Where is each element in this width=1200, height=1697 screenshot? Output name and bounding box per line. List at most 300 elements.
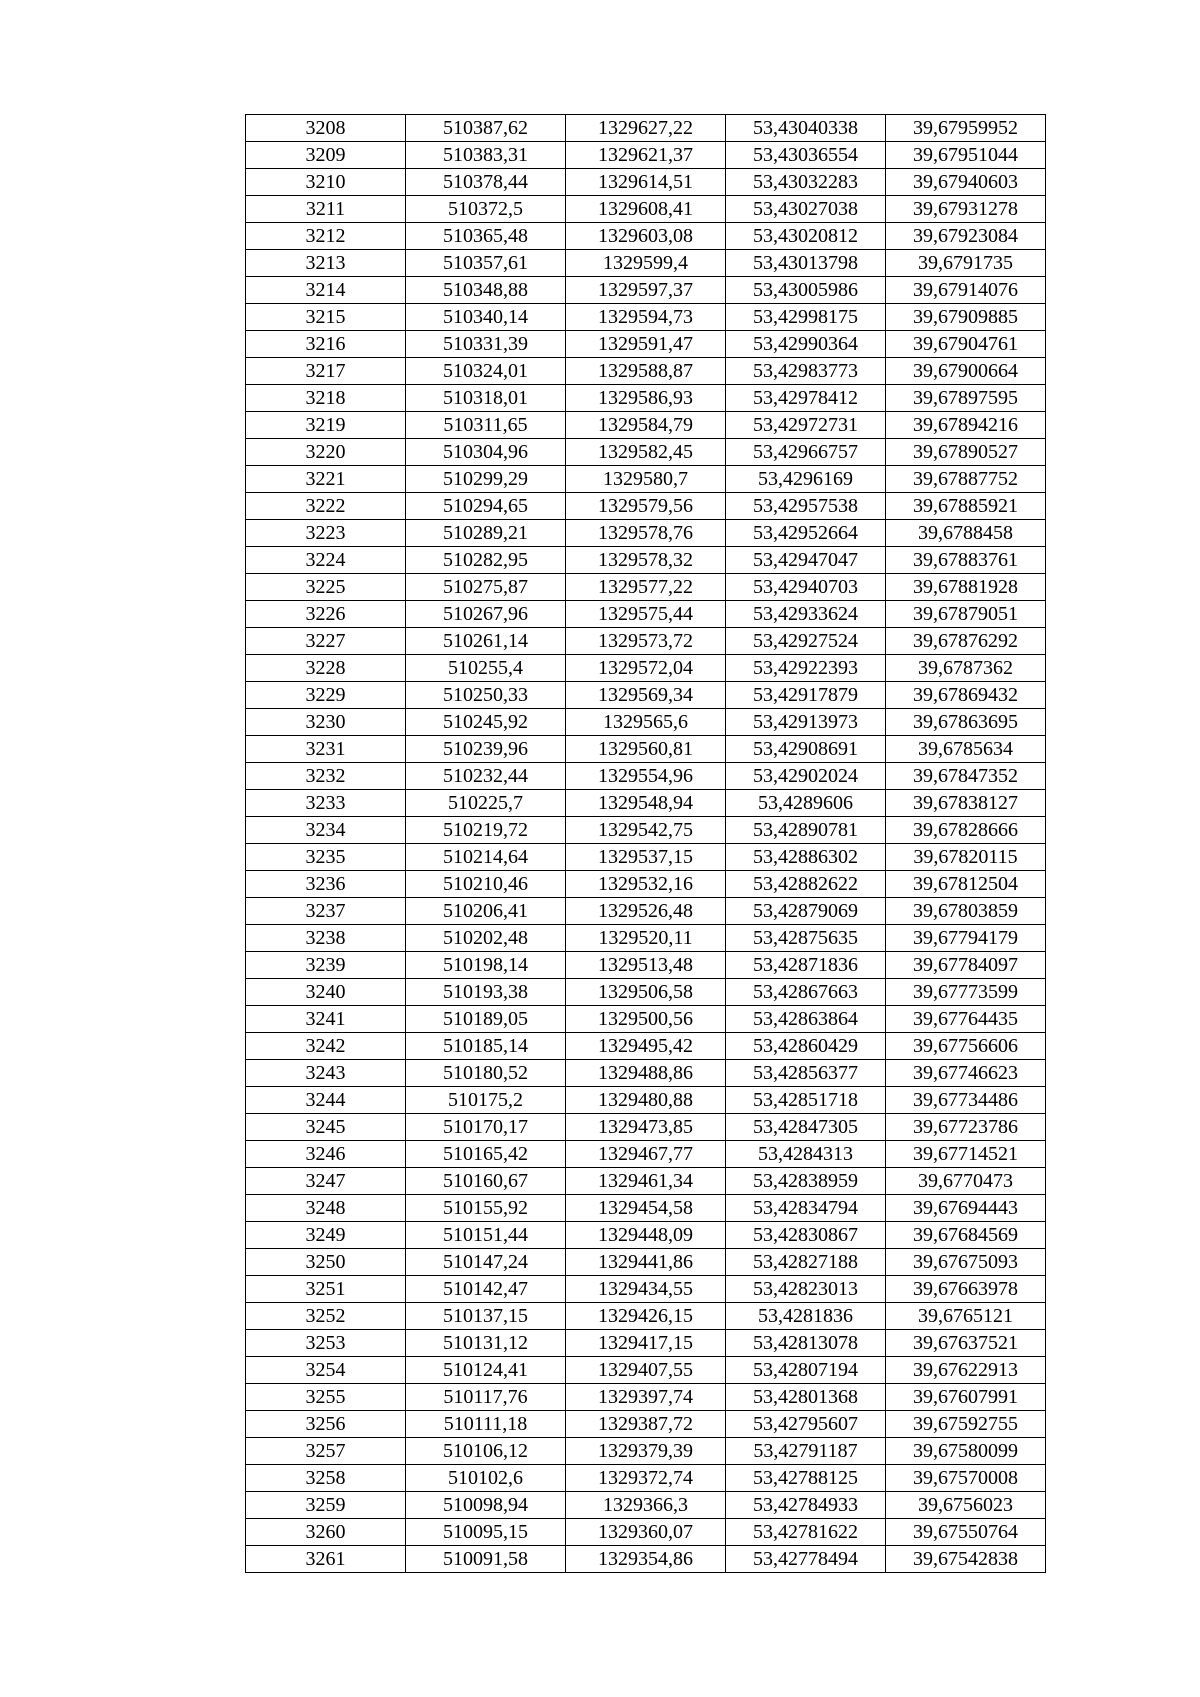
table-row bbox=[246, 817, 1046, 844]
latitude-cell: 53,42922393 bbox=[726, 655, 886, 682]
table-row bbox=[246, 250, 1046, 277]
y-coordinate-cell: 1329467,77 bbox=[566, 1141, 726, 1168]
longitude-cell: 39,67637521 bbox=[886, 1330, 1046, 1357]
longitude-cell: 39,67828666 bbox=[886, 817, 1046, 844]
latitude-cell: 53,42940703 bbox=[726, 574, 886, 601]
longitude-cell: 39,6785634 bbox=[886, 736, 1046, 763]
longitude-cell: 39,67959952 bbox=[886, 115, 1046, 142]
point-number-cell: 3215 bbox=[246, 304, 406, 331]
x-coordinate-cell: 510206,41 bbox=[406, 898, 566, 925]
x-coordinate-cell: 510378,44 bbox=[406, 169, 566, 196]
y-coordinate-cell: 1329520,11 bbox=[566, 925, 726, 952]
longitude-cell: 39,67914076 bbox=[886, 277, 1046, 304]
table-row bbox=[246, 277, 1046, 304]
y-coordinate-cell: 1329473,85 bbox=[566, 1114, 726, 1141]
x-coordinate-cell: 510170,17 bbox=[406, 1114, 566, 1141]
latitude-cell: 53,42983773 bbox=[726, 358, 886, 385]
x-coordinate-cell: 510250,33 bbox=[406, 682, 566, 709]
latitude-cell: 53,42886302 bbox=[726, 844, 886, 871]
x-coordinate-cell: 510137,15 bbox=[406, 1303, 566, 1330]
point-number-cell: 3234 bbox=[246, 817, 406, 844]
longitude-cell: 39,67931278 bbox=[886, 196, 1046, 223]
x-coordinate-cell: 510219,72 bbox=[406, 817, 566, 844]
latitude-cell: 53,43036554 bbox=[726, 142, 886, 169]
x-coordinate-cell: 510372,5 bbox=[406, 196, 566, 223]
x-coordinate-cell: 510198,14 bbox=[406, 952, 566, 979]
table-row bbox=[246, 304, 1046, 331]
point-number-cell: 3238 bbox=[246, 925, 406, 952]
y-coordinate-cell: 1329488,86 bbox=[566, 1060, 726, 1087]
point-number-cell: 3241 bbox=[246, 1006, 406, 1033]
x-coordinate-cell: 510311,65 bbox=[406, 412, 566, 439]
x-coordinate-cell: 510098,94 bbox=[406, 1492, 566, 1519]
longitude-cell: 39,67820115 bbox=[886, 844, 1046, 871]
latitude-cell: 53,42860429 bbox=[726, 1033, 886, 1060]
point-number-cell: 3214 bbox=[246, 277, 406, 304]
x-coordinate-cell: 510275,87 bbox=[406, 574, 566, 601]
point-number-cell: 3209 bbox=[246, 142, 406, 169]
point-number-cell: 3220 bbox=[246, 439, 406, 466]
y-coordinate-cell: 1329573,72 bbox=[566, 628, 726, 655]
y-coordinate-cell: 1329578,76 bbox=[566, 520, 726, 547]
longitude-cell: 39,67847352 bbox=[886, 763, 1046, 790]
x-coordinate-cell: 510131,12 bbox=[406, 1330, 566, 1357]
longitude-cell: 39,67881928 bbox=[886, 574, 1046, 601]
y-coordinate-cell: 1329588,87 bbox=[566, 358, 726, 385]
longitude-cell: 39,67951044 bbox=[886, 142, 1046, 169]
longitude-cell: 39,67838127 bbox=[886, 790, 1046, 817]
latitude-cell: 53,43032283 bbox=[726, 169, 886, 196]
longitude-cell: 39,67803859 bbox=[886, 898, 1046, 925]
y-coordinate-cell: 1329627,22 bbox=[566, 115, 726, 142]
y-coordinate-cell: 1329397,74 bbox=[566, 1384, 726, 1411]
table-row bbox=[246, 1141, 1046, 1168]
x-coordinate-cell: 510124,41 bbox=[406, 1357, 566, 1384]
latitude-cell: 53,42908691 bbox=[726, 736, 886, 763]
point-number-cell: 3226 bbox=[246, 601, 406, 628]
y-coordinate-cell: 1329387,72 bbox=[566, 1411, 726, 1438]
table-row bbox=[246, 1465, 1046, 1492]
point-number-cell: 3249 bbox=[246, 1222, 406, 1249]
x-coordinate-cell: 510117,76 bbox=[406, 1384, 566, 1411]
latitude-cell: 53,42827188 bbox=[726, 1249, 886, 1276]
longitude-cell: 39,6787362 bbox=[886, 655, 1046, 682]
table-row bbox=[246, 115, 1046, 142]
point-number-cell: 3258 bbox=[246, 1465, 406, 1492]
point-number-cell: 3231 bbox=[246, 736, 406, 763]
longitude-cell: 39,67784097 bbox=[886, 952, 1046, 979]
latitude-cell: 53,4281836 bbox=[726, 1303, 886, 1330]
y-coordinate-cell: 1329461,34 bbox=[566, 1168, 726, 1195]
point-number-cell: 3256 bbox=[246, 1411, 406, 1438]
y-coordinate-cell: 1329379,39 bbox=[566, 1438, 726, 1465]
latitude-cell: 53,42863864 bbox=[726, 1006, 886, 1033]
longitude-cell: 39,6788458 bbox=[886, 520, 1046, 547]
point-number-cell: 3254 bbox=[246, 1357, 406, 1384]
x-coordinate-cell: 510232,44 bbox=[406, 763, 566, 790]
point-number-cell: 3229 bbox=[246, 682, 406, 709]
x-coordinate-cell: 510245,92 bbox=[406, 709, 566, 736]
coordinates-table-body bbox=[246, 115, 1046, 1573]
table-row bbox=[246, 142, 1046, 169]
table-row bbox=[246, 574, 1046, 601]
point-number-cell: 3230 bbox=[246, 709, 406, 736]
x-coordinate-cell: 510193,38 bbox=[406, 979, 566, 1006]
latitude-cell: 53,42972731 bbox=[726, 412, 886, 439]
y-coordinate-cell: 1329537,15 bbox=[566, 844, 726, 871]
table-row bbox=[246, 1411, 1046, 1438]
table-row bbox=[246, 763, 1046, 790]
longitude-cell: 39,67876292 bbox=[886, 628, 1046, 655]
x-coordinate-cell: 510155,92 bbox=[406, 1195, 566, 1222]
longitude-cell: 39,67622913 bbox=[886, 1357, 1046, 1384]
point-number-cell: 3245 bbox=[246, 1114, 406, 1141]
table-row bbox=[246, 1519, 1046, 1546]
table-row bbox=[246, 1006, 1046, 1033]
table-row bbox=[246, 385, 1046, 412]
point-number-cell: 3235 bbox=[246, 844, 406, 871]
point-number-cell: 3221 bbox=[246, 466, 406, 493]
y-coordinate-cell: 1329366,3 bbox=[566, 1492, 726, 1519]
longitude-cell: 39,6770473 bbox=[886, 1168, 1046, 1195]
point-number-cell: 3253 bbox=[246, 1330, 406, 1357]
y-coordinate-cell: 1329526,48 bbox=[566, 898, 726, 925]
y-coordinate-cell: 1329554,96 bbox=[566, 763, 726, 790]
longitude-cell: 39,67894216 bbox=[886, 412, 1046, 439]
point-number-cell: 3248 bbox=[246, 1195, 406, 1222]
point-number-cell: 3219 bbox=[246, 412, 406, 439]
latitude-cell: 53,42784933 bbox=[726, 1492, 886, 1519]
x-coordinate-cell: 510095,15 bbox=[406, 1519, 566, 1546]
y-coordinate-cell: 1329372,74 bbox=[566, 1465, 726, 1492]
x-coordinate-cell: 510111,18 bbox=[406, 1411, 566, 1438]
latitude-cell: 53,4289606 bbox=[726, 790, 886, 817]
table-row bbox=[246, 952, 1046, 979]
longitude-cell: 39,67773599 bbox=[886, 979, 1046, 1006]
table-row bbox=[246, 1222, 1046, 1249]
longitude-cell: 39,67909885 bbox=[886, 304, 1046, 331]
point-number-cell: 3218 bbox=[246, 385, 406, 412]
longitude-cell: 39,67883761 bbox=[886, 547, 1046, 574]
y-coordinate-cell: 1329500,56 bbox=[566, 1006, 726, 1033]
y-coordinate-cell: 1329426,15 bbox=[566, 1303, 726, 1330]
table-row bbox=[246, 547, 1046, 574]
longitude-cell: 39,67580099 bbox=[886, 1438, 1046, 1465]
y-coordinate-cell: 1329532,16 bbox=[566, 871, 726, 898]
y-coordinate-cell: 1329434,55 bbox=[566, 1276, 726, 1303]
longitude-cell: 39,67684569 bbox=[886, 1222, 1046, 1249]
latitude-cell: 53,42801368 bbox=[726, 1384, 886, 1411]
point-number-cell: 3257 bbox=[246, 1438, 406, 1465]
x-coordinate-cell: 510340,14 bbox=[406, 304, 566, 331]
latitude-cell: 53,42834794 bbox=[726, 1195, 886, 1222]
table-row bbox=[246, 1168, 1046, 1195]
point-number-cell: 3216 bbox=[246, 331, 406, 358]
y-coordinate-cell: 1329542,75 bbox=[566, 817, 726, 844]
x-coordinate-cell: 510175,2 bbox=[406, 1087, 566, 1114]
x-coordinate-cell: 510261,14 bbox=[406, 628, 566, 655]
point-number-cell: 3211 bbox=[246, 196, 406, 223]
x-coordinate-cell: 510210,46 bbox=[406, 871, 566, 898]
table-row bbox=[246, 1303, 1046, 1330]
y-coordinate-cell: 1329597,37 bbox=[566, 277, 726, 304]
point-number-cell: 3259 bbox=[246, 1492, 406, 1519]
table-row bbox=[246, 1330, 1046, 1357]
x-coordinate-cell: 510165,42 bbox=[406, 1141, 566, 1168]
table-row bbox=[246, 1357, 1046, 1384]
y-coordinate-cell: 1329578,32 bbox=[566, 547, 726, 574]
x-coordinate-cell: 510214,64 bbox=[406, 844, 566, 871]
point-number-cell: 3222 bbox=[246, 493, 406, 520]
point-number-cell: 3227 bbox=[246, 628, 406, 655]
x-coordinate-cell: 510348,88 bbox=[406, 277, 566, 304]
latitude-cell: 53,42847305 bbox=[726, 1114, 886, 1141]
longitude-cell: 39,67897595 bbox=[886, 385, 1046, 412]
table-row bbox=[246, 790, 1046, 817]
table-row bbox=[246, 1438, 1046, 1465]
longitude-cell: 39,67923084 bbox=[886, 223, 1046, 250]
x-coordinate-cell: 510147,24 bbox=[406, 1249, 566, 1276]
latitude-cell: 53,4284313 bbox=[726, 1141, 886, 1168]
latitude-cell: 53,42879069 bbox=[726, 898, 886, 925]
latitude-cell: 53,43020812 bbox=[726, 223, 886, 250]
latitude-cell: 53,42957538 bbox=[726, 493, 886, 520]
point-number-cell: 3217 bbox=[246, 358, 406, 385]
y-coordinate-cell: 1329565,6 bbox=[566, 709, 726, 736]
table-row bbox=[246, 1033, 1046, 1060]
x-coordinate-cell: 510282,95 bbox=[406, 547, 566, 574]
longitude-cell: 39,67570008 bbox=[886, 1465, 1046, 1492]
longitude-cell: 39,67714521 bbox=[886, 1141, 1046, 1168]
table-row bbox=[246, 493, 1046, 520]
table-row bbox=[246, 331, 1046, 358]
y-coordinate-cell: 1329586,93 bbox=[566, 385, 726, 412]
longitude-cell: 39,67890527 bbox=[886, 439, 1046, 466]
longitude-cell: 39,67675093 bbox=[886, 1249, 1046, 1276]
table-row bbox=[246, 1276, 1046, 1303]
table-row bbox=[246, 223, 1046, 250]
table-row bbox=[246, 358, 1046, 385]
latitude-cell: 53,42823013 bbox=[726, 1276, 886, 1303]
table-row bbox=[246, 1060, 1046, 1087]
point-number-cell: 3244 bbox=[246, 1087, 406, 1114]
point-number-cell: 3243 bbox=[246, 1060, 406, 1087]
latitude-cell: 53,42978412 bbox=[726, 385, 886, 412]
longitude-cell: 39,67904761 bbox=[886, 331, 1046, 358]
latitude-cell: 53,42927524 bbox=[726, 628, 886, 655]
longitude-cell: 39,6765121 bbox=[886, 1303, 1046, 1330]
table-row bbox=[246, 1384, 1046, 1411]
y-coordinate-cell: 1329548,94 bbox=[566, 790, 726, 817]
table-row bbox=[246, 520, 1046, 547]
latitude-cell: 53,42856377 bbox=[726, 1060, 886, 1087]
y-coordinate-cell: 1329580,7 bbox=[566, 466, 726, 493]
point-number-cell: 3228 bbox=[246, 655, 406, 682]
y-coordinate-cell: 1329454,58 bbox=[566, 1195, 726, 1222]
point-number-cell: 3223 bbox=[246, 520, 406, 547]
table-row bbox=[246, 439, 1046, 466]
y-coordinate-cell: 1329441,86 bbox=[566, 1249, 726, 1276]
latitude-cell: 53,42795607 bbox=[726, 1411, 886, 1438]
x-coordinate-cell: 510091,58 bbox=[406, 1546, 566, 1573]
table-row bbox=[246, 1492, 1046, 1519]
y-coordinate-cell: 1329594,73 bbox=[566, 304, 726, 331]
longitude-cell: 39,67607991 bbox=[886, 1384, 1046, 1411]
coordinates-table bbox=[245, 114, 1046, 1573]
latitude-cell: 53,42781622 bbox=[726, 1519, 886, 1546]
x-coordinate-cell: 510299,29 bbox=[406, 466, 566, 493]
longitude-cell: 39,67863695 bbox=[886, 709, 1046, 736]
longitude-cell: 39,67764435 bbox=[886, 1006, 1046, 1033]
latitude-cell: 53,42830867 bbox=[726, 1222, 886, 1249]
x-coordinate-cell: 510387,62 bbox=[406, 115, 566, 142]
y-coordinate-cell: 1329591,47 bbox=[566, 331, 726, 358]
x-coordinate-cell: 510365,48 bbox=[406, 223, 566, 250]
latitude-cell: 53,42990364 bbox=[726, 331, 886, 358]
x-coordinate-cell: 510180,52 bbox=[406, 1060, 566, 1087]
latitude-cell: 53,42788125 bbox=[726, 1465, 886, 1492]
longitude-cell: 39,67663978 bbox=[886, 1276, 1046, 1303]
longitude-cell: 39,67723786 bbox=[886, 1114, 1046, 1141]
x-coordinate-cell: 510267,96 bbox=[406, 601, 566, 628]
table-row bbox=[246, 412, 1046, 439]
latitude-cell: 53,42791187 bbox=[726, 1438, 886, 1465]
longitude-cell: 39,67756606 bbox=[886, 1033, 1046, 1060]
longitude-cell: 39,67592755 bbox=[886, 1411, 1046, 1438]
y-coordinate-cell: 1329513,48 bbox=[566, 952, 726, 979]
latitude-cell: 53,42875635 bbox=[726, 925, 886, 952]
y-coordinate-cell: 1329495,42 bbox=[566, 1033, 726, 1060]
table-row bbox=[246, 1546, 1046, 1573]
longitude-cell: 39,67746623 bbox=[886, 1060, 1046, 1087]
x-coordinate-cell: 510202,48 bbox=[406, 925, 566, 952]
y-coordinate-cell: 1329417,15 bbox=[566, 1330, 726, 1357]
latitude-cell: 53,42813078 bbox=[726, 1330, 886, 1357]
table-row bbox=[246, 871, 1046, 898]
latitude-cell: 53,42947047 bbox=[726, 547, 886, 574]
x-coordinate-cell: 510255,4 bbox=[406, 655, 566, 682]
x-coordinate-cell: 510294,65 bbox=[406, 493, 566, 520]
point-number-cell: 3250 bbox=[246, 1249, 406, 1276]
table-row bbox=[246, 466, 1046, 493]
y-coordinate-cell: 1329608,41 bbox=[566, 196, 726, 223]
x-coordinate-cell: 510289,21 bbox=[406, 520, 566, 547]
point-number-cell: 3212 bbox=[246, 223, 406, 250]
y-coordinate-cell: 1329448,09 bbox=[566, 1222, 726, 1249]
point-number-cell: 3224 bbox=[246, 547, 406, 574]
y-coordinate-cell: 1329572,04 bbox=[566, 655, 726, 682]
latitude-cell: 53,42933624 bbox=[726, 601, 886, 628]
y-coordinate-cell: 1329579,56 bbox=[566, 493, 726, 520]
latitude-cell: 53,42838959 bbox=[726, 1168, 886, 1195]
y-coordinate-cell: 1329599,4 bbox=[566, 250, 726, 277]
table-row bbox=[246, 1087, 1046, 1114]
point-number-cell: 3213 bbox=[246, 250, 406, 277]
latitude-cell: 53,42917879 bbox=[726, 682, 886, 709]
x-coordinate-cell: 510189,05 bbox=[406, 1006, 566, 1033]
y-coordinate-cell: 1329577,22 bbox=[566, 574, 726, 601]
latitude-cell: 53,42851718 bbox=[726, 1087, 886, 1114]
latitude-cell: 53,42867663 bbox=[726, 979, 886, 1006]
point-number-cell: 3240 bbox=[246, 979, 406, 1006]
latitude-cell: 53,42952664 bbox=[726, 520, 886, 547]
table-row bbox=[246, 1249, 1046, 1276]
x-coordinate-cell: 510239,96 bbox=[406, 736, 566, 763]
table-row bbox=[246, 925, 1046, 952]
longitude-cell: 39,67542838 bbox=[886, 1546, 1046, 1573]
x-coordinate-cell: 510106,12 bbox=[406, 1438, 566, 1465]
x-coordinate-cell: 510324,01 bbox=[406, 358, 566, 385]
y-coordinate-cell: 1329506,58 bbox=[566, 979, 726, 1006]
longitude-cell: 39,6756023 bbox=[886, 1492, 1046, 1519]
point-number-cell: 3255 bbox=[246, 1384, 406, 1411]
table-row bbox=[246, 736, 1046, 763]
table-row bbox=[246, 628, 1046, 655]
x-coordinate-cell: 510357,61 bbox=[406, 250, 566, 277]
table-row bbox=[246, 682, 1046, 709]
x-coordinate-cell: 510225,7 bbox=[406, 790, 566, 817]
point-number-cell: 3239 bbox=[246, 952, 406, 979]
latitude-cell: 53,43005986 bbox=[726, 277, 886, 304]
latitude-cell: 53,43027038 bbox=[726, 196, 886, 223]
y-coordinate-cell: 1329569,34 bbox=[566, 682, 726, 709]
y-coordinate-cell: 1329560,81 bbox=[566, 736, 726, 763]
longitude-cell: 39,67869432 bbox=[886, 682, 1046, 709]
table-row bbox=[246, 709, 1046, 736]
x-coordinate-cell: 510383,31 bbox=[406, 142, 566, 169]
latitude-cell: 53,43040338 bbox=[726, 115, 886, 142]
point-number-cell: 3210 bbox=[246, 169, 406, 196]
longitude-cell: 39,6791735 bbox=[886, 250, 1046, 277]
table-row bbox=[246, 196, 1046, 223]
point-number-cell: 3225 bbox=[246, 574, 406, 601]
x-coordinate-cell: 510304,96 bbox=[406, 439, 566, 466]
point-number-cell: 3237 bbox=[246, 898, 406, 925]
x-coordinate-cell: 510142,47 bbox=[406, 1276, 566, 1303]
y-coordinate-cell: 1329354,86 bbox=[566, 1546, 726, 1573]
latitude-cell: 53,43013798 bbox=[726, 250, 886, 277]
longitude-cell: 39,67887752 bbox=[886, 466, 1046, 493]
table-row bbox=[246, 844, 1046, 871]
point-number-cell: 3247 bbox=[246, 1168, 406, 1195]
latitude-cell: 53,42778494 bbox=[726, 1546, 886, 1573]
point-number-cell: 3233 bbox=[246, 790, 406, 817]
point-number-cell: 3236 bbox=[246, 871, 406, 898]
longitude-cell: 39,67694443 bbox=[886, 1195, 1046, 1222]
x-coordinate-cell: 510151,44 bbox=[406, 1222, 566, 1249]
x-coordinate-cell: 510331,39 bbox=[406, 331, 566, 358]
longitude-cell: 39,67734486 bbox=[886, 1087, 1046, 1114]
point-number-cell: 3260 bbox=[246, 1519, 406, 1546]
y-coordinate-cell: 1329582,45 bbox=[566, 439, 726, 466]
y-coordinate-cell: 1329360,07 bbox=[566, 1519, 726, 1546]
point-number-cell: 3208 bbox=[246, 115, 406, 142]
x-coordinate-cell: 510318,01 bbox=[406, 385, 566, 412]
point-number-cell: 3232 bbox=[246, 763, 406, 790]
point-number-cell: 3252 bbox=[246, 1303, 406, 1330]
longitude-cell: 39,67885921 bbox=[886, 493, 1046, 520]
latitude-cell: 53,4296169 bbox=[726, 466, 886, 493]
table-row bbox=[246, 1195, 1046, 1222]
y-coordinate-cell: 1329407,55 bbox=[566, 1357, 726, 1384]
latitude-cell: 53,42913973 bbox=[726, 709, 886, 736]
latitude-cell: 53,42998175 bbox=[726, 304, 886, 331]
x-coordinate-cell: 510160,67 bbox=[406, 1168, 566, 1195]
longitude-cell: 39,67940603 bbox=[886, 169, 1046, 196]
y-coordinate-cell: 1329480,88 bbox=[566, 1087, 726, 1114]
longitude-cell: 39,67794179 bbox=[886, 925, 1046, 952]
longitude-cell: 39,67812504 bbox=[886, 871, 1046, 898]
